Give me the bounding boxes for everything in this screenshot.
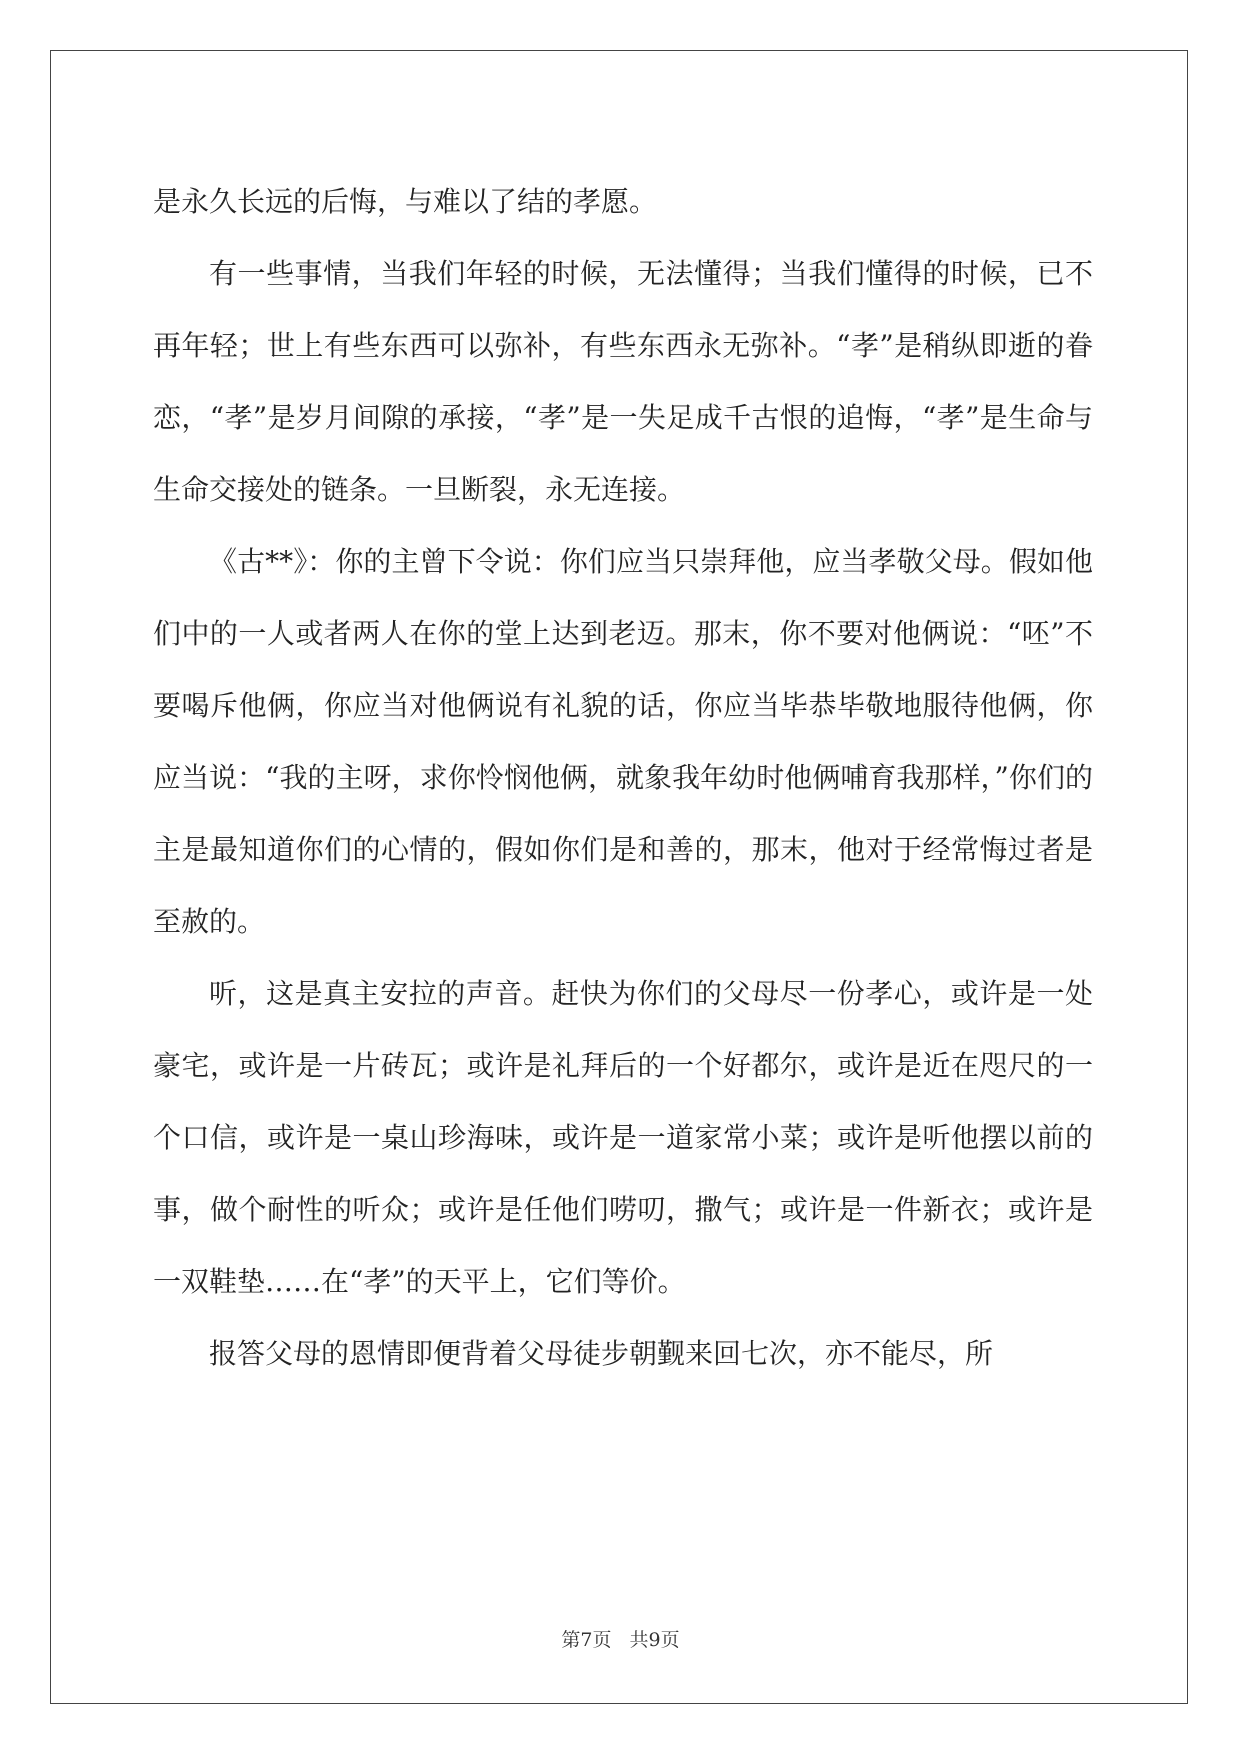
page-total: 共9页 (629, 1629, 680, 1651)
page-footer (0, 1625, 1241, 1652)
paragraph-5: 报答父母的恩情即便背着父母徒步朝觐来回七次，亦不能尽，所 (209, 1337, 994, 1370)
paragraph-4: 听，这是真主安拉的声音。赶快为你们的父母尽一份孝心，或许是一处豪宅，或许是一片砖瓦；或许是礼拜后的一个好都尔，或许是近在咫尺的一个口信，或许是一桌山珍海味，或许是一道家常小菜；或许是听他摆以前的事，做个耐性的听众；或许是任他们唠叨，撒气；或许是一件新衣；或许是一双鞋垫……在“孝”的天平上，它们等价。 (153, 977, 1093, 1298)
paragraph-3: 《古**》：你的主曾下令说：你们应当只崇拜他，应当孝敬父母。假如他们中的一人或者两人在你的堂上达到老迈。那末，你不要对他俩说：“呸”不要喝斥他俩，你应当对他俩说有礼貌的话，你应当毕恭毕敬地服待他俩，你应当说：“我的主呀，求你怜悯他俩，就象我年幼时他俩哺育我那样，”你们的主是最知道你们的心情的，假如你们是和善的，那末，他对于经常悔过者是至赦的。 (153, 545, 1093, 938)
paragraph-1: 是永久长远的后悔，与难以了结的孝愿。 (153, 185, 658, 218)
page-number: 第7页 (561, 1629, 612, 1651)
document-body (153, 166, 1093, 1390)
paragraph-2: 有一些事情，当我们年轻的时候，无法懂得；当我们懂得的时候，已不再年轻；世上有些东西可以弥补，有些东西永无弥补。“孝”是稍纵即逝的眷恋，“孝”是岁月间隙的承接，“孝”是一失足成千古恨的追悔，“孝”是生命与生命交接处的链条。一旦断裂，永无连接。 (153, 257, 1093, 506)
